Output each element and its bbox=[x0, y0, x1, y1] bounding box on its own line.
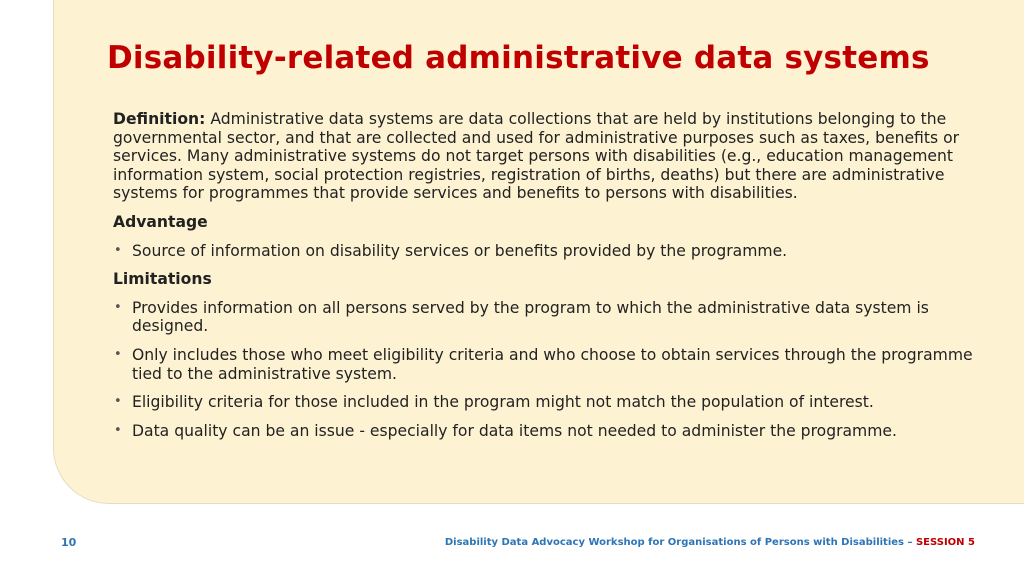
footer-caption bbox=[445, 537, 975, 548]
list-item bbox=[113, 393, 993, 412]
list-item-text: Provides information on all persons served by the program to which the administrative data system is designed. bbox=[132, 298, 929, 336]
bullet-icon: • bbox=[114, 422, 122, 438]
bullet-icon: • bbox=[114, 242, 122, 258]
list-item-text: Source of information on disability services or benefits provided by the programme. bbox=[132, 241, 788, 260]
page-number: 10 bbox=[61, 536, 77, 549]
advantage-list bbox=[113, 242, 993, 261]
bullet-icon: • bbox=[114, 299, 122, 315]
limitations-list bbox=[113, 299, 993, 441]
list-item bbox=[113, 346, 993, 383]
definition-text: Administrative data systems are data collections that are held by institutions belonging to the governmental sector, and that are collected and used for administrative purposes such as taxes, benefits or services. Many administrative systems do not target persons with disabilities (e.g., education management information system, social protection registries, registration of births, deaths) but there are administrative systems for programmes that provide services and benefits to persons with disabilities. bbox=[113, 110, 960, 203]
list-item-text: Eligibility criteria for those included in the program might not match the population of interest. bbox=[132, 393, 874, 412]
list-item bbox=[113, 242, 993, 261]
slide-title: Disability-related administrative data systems bbox=[107, 40, 930, 76]
list-item-text: Data quality can be an issue - especially for data items not needed to administer the programme. bbox=[132, 421, 897, 440]
bullet-icon: • bbox=[114, 394, 122, 410]
footer-workshop: Disability Data Advocacy Workshop for Organisations of Persons with Disabilities – bbox=[444, 537, 913, 548]
definition-paragraph bbox=[113, 110, 993, 203]
list-item bbox=[113, 299, 993, 336]
slide-body bbox=[113, 110, 993, 450]
bullet-icon: • bbox=[114, 346, 122, 362]
footer-session: SESSION 5 bbox=[915, 537, 975, 548]
list-item bbox=[113, 422, 993, 441]
advantage-heading: Advantage bbox=[113, 212, 208, 231]
list-item-text: Only includes those who meet eligibility criteria and who choose to obtain services through the programme tied to the administrative system. bbox=[132, 345, 973, 383]
limitations-heading: Limitations bbox=[113, 270, 212, 289]
definition-term: Definition: bbox=[113, 110, 206, 128]
